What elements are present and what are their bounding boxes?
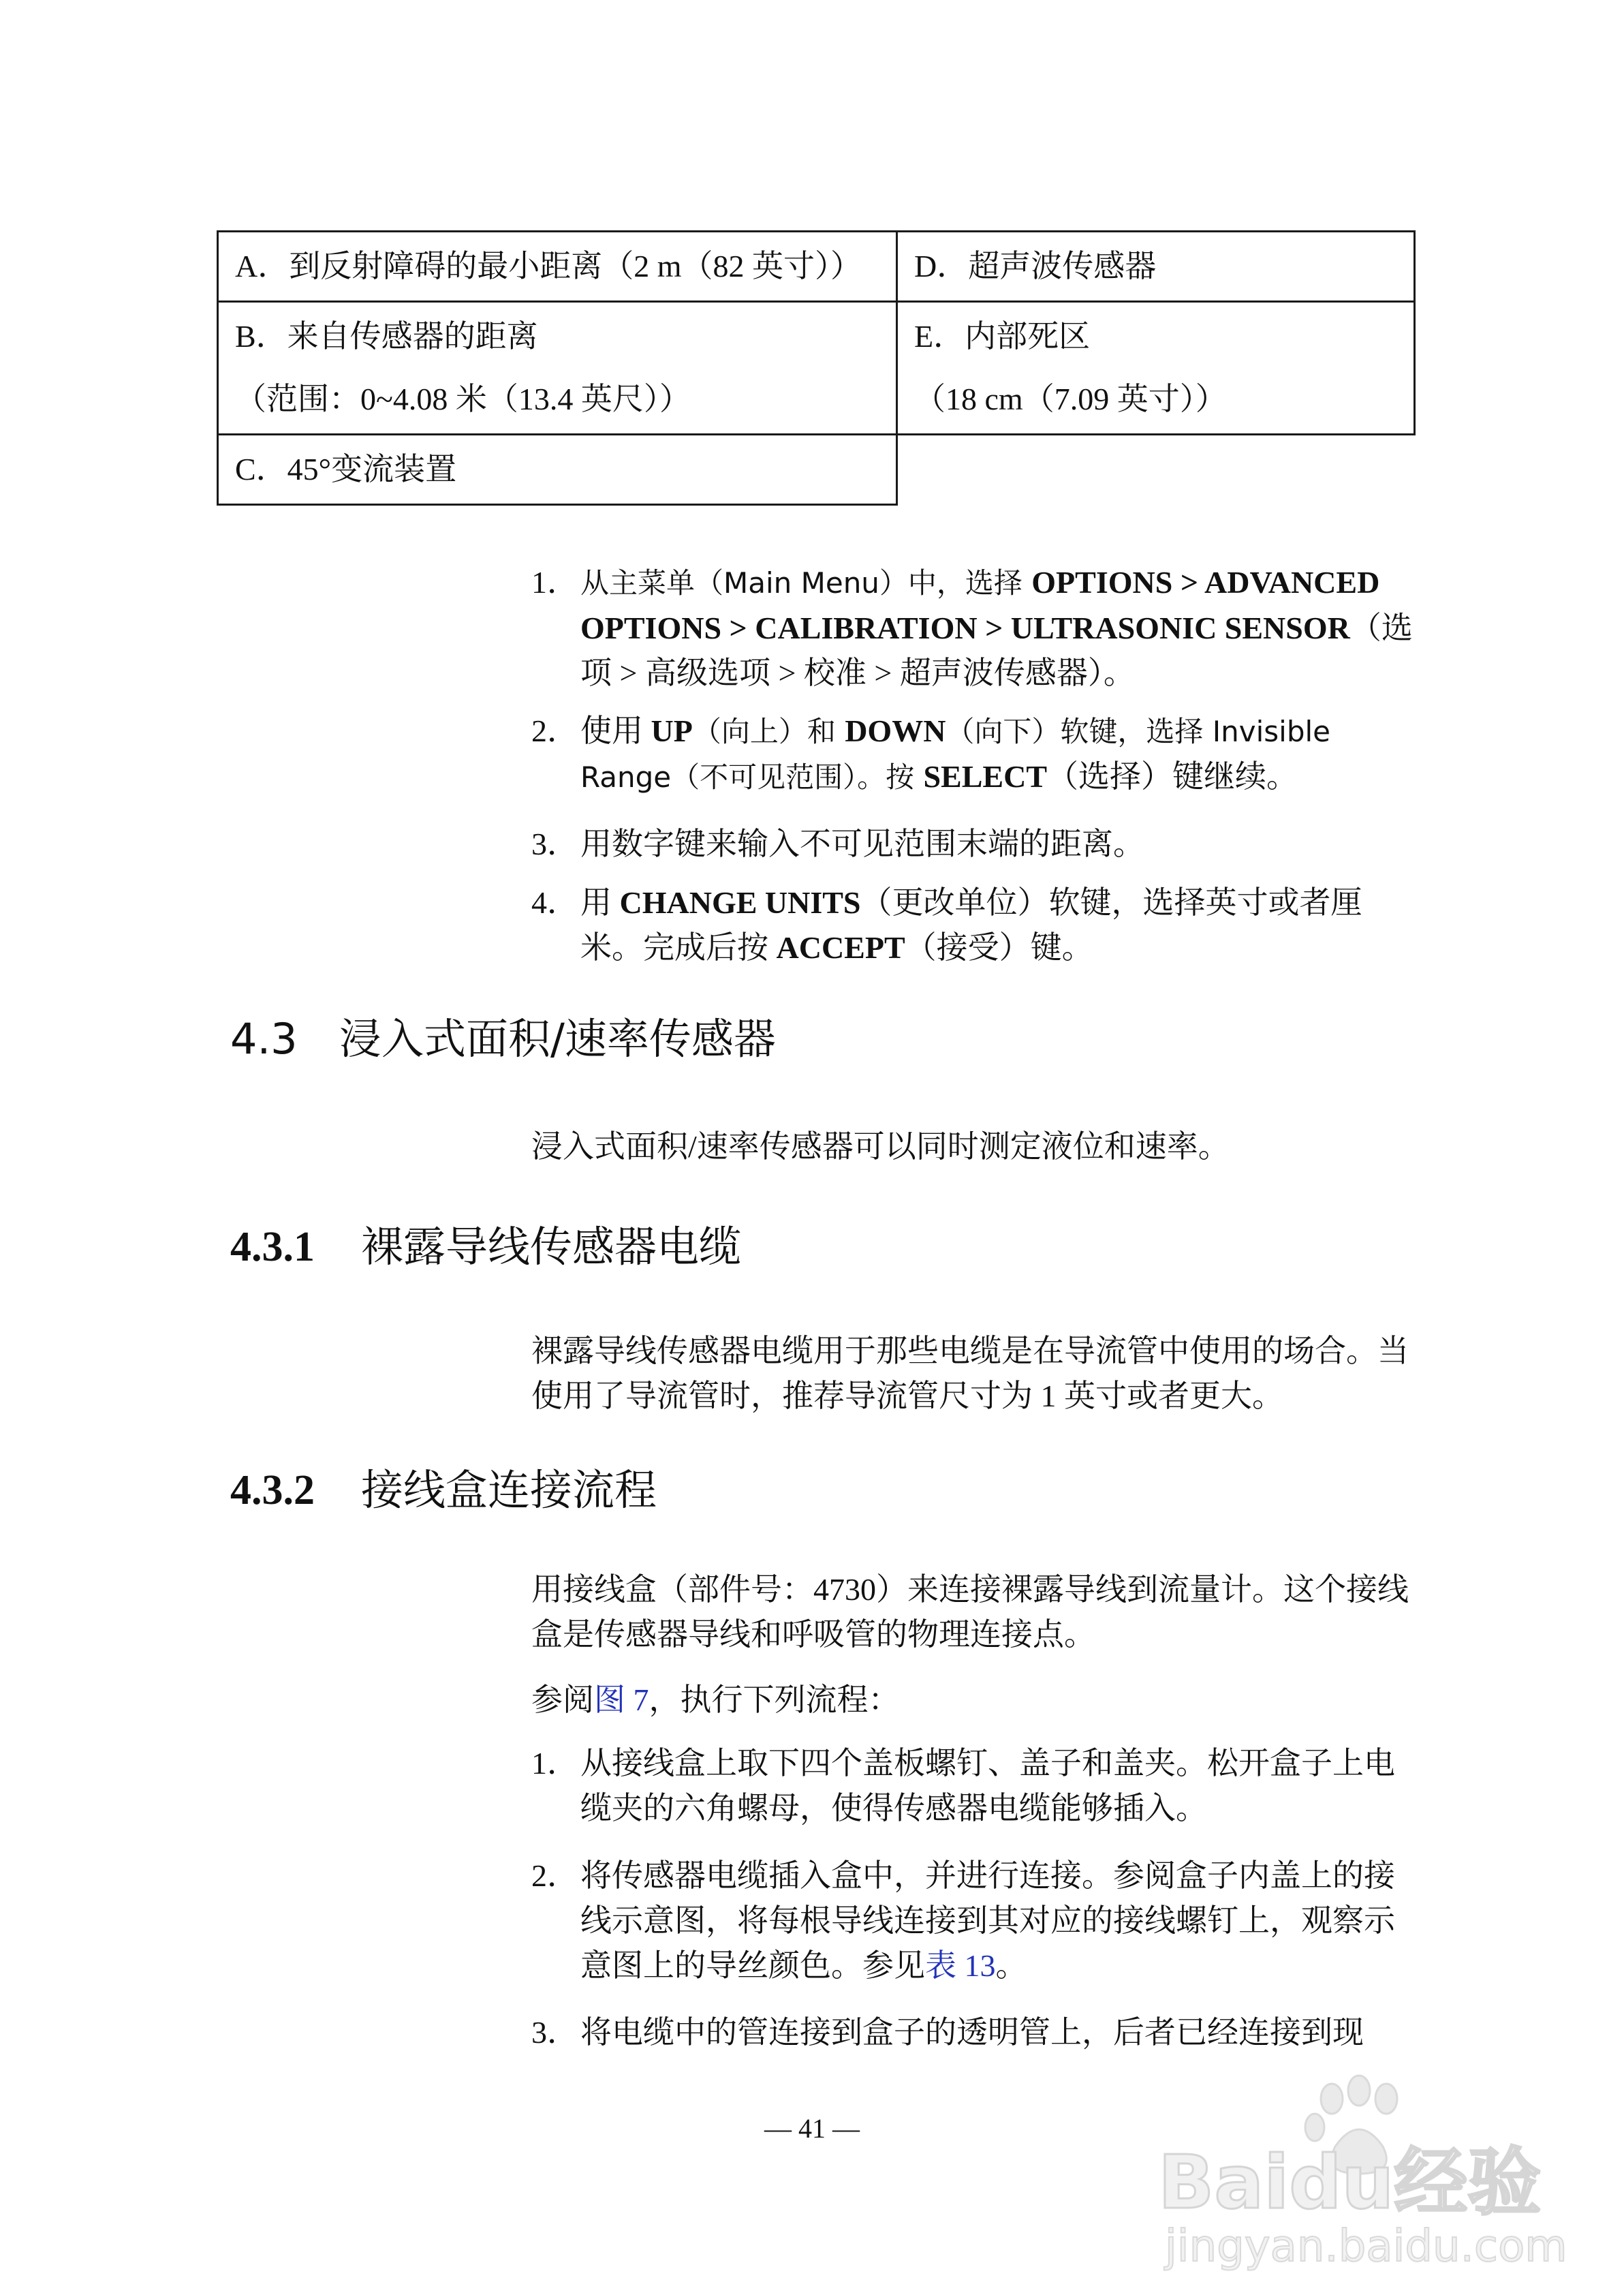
list-item bbox=[531, 560, 1417, 696]
step-text: 将电缆中的管连接到盒子的透明管上，后者已经连接到现 bbox=[580, 2015, 1364, 2050]
step-number: 3． bbox=[531, 2015, 578, 2050]
watermark-url: jingyan.baidu.com bbox=[1165, 2221, 1567, 2272]
step-text: 从主菜单（Main Menu）中，选择 OPTIONS > ADVANCED OPTIONS > CALIBRATION > ULTRASONIC SENSOR（选项 > 高级选项 > 校准 > 超声波传感器）。 bbox=[580, 565, 1413, 690]
section-title: 裸露导线传感器电缆 bbox=[361, 1222, 742, 1272]
section-number: 4.3.2 bbox=[230, 1467, 315, 1513]
legend-d: D．超声波传感器 bbox=[897, 232, 1415, 302]
page-number: — 41 — bbox=[764, 2113, 860, 2144]
figure-7-link[interactable]: 图 7 bbox=[594, 1682, 649, 1717]
section-4-3-body: 浸入式面积/速率传感器可以同时测定液位和速率。 bbox=[531, 1129, 1230, 1164]
step-number: 1． bbox=[531, 565, 578, 600]
legend-table bbox=[217, 230, 1416, 506]
step-text: 从接线盒上取下四个盖板螺钉、盖子和盖夹。松开盒子上电缆夹的六角螺母，使得传感器电缆能够插入。 bbox=[580, 1746, 1395, 1826]
legend-b-line1: B．来自传感器的距离 bbox=[235, 319, 538, 354]
legend-e-line2: （18 cm（7.09 英寸）） bbox=[914, 382, 1227, 416]
legend-e bbox=[897, 302, 1415, 435]
step-text: 使用 UP（向上）和 DOWN（向下）软键，选择 Invisible Range（不可见范围）。按 SELECT（选择）键继续。 bbox=[580, 713, 1331, 794]
watermark-logo: Baidu经验 bbox=[1158, 2140, 1542, 2225]
legend-empty-cell bbox=[897, 435, 1415, 505]
step-number: 3． bbox=[531, 827, 578, 861]
list-item bbox=[531, 1741, 1417, 1836]
list-item bbox=[531, 709, 1417, 804]
legend-b bbox=[218, 302, 897, 435]
legend-a: A．到反射障碍的最小距离（2 m（82 英寸）） bbox=[218, 232, 897, 302]
section-4-3-1-body: 裸露导线传感器电缆用于那些电缆是在导流管中使用的场合。当使用了导流管时，推荐导流管尺寸为 1 英寸或者更大。 bbox=[531, 1334, 1409, 1413]
section-number: 4.3 bbox=[230, 1014, 298, 1064]
list-item bbox=[531, 822, 1417, 869]
legend-c: C．45°变流装置 bbox=[218, 435, 897, 505]
section-heading-4-3-1 bbox=[230, 1220, 742, 1274]
section-title: 接线盒连接流程 bbox=[361, 1465, 657, 1515]
section-heading-4-3 bbox=[230, 1012, 776, 1066]
section-4-3-2-reference: 参阅图 7，执行下列流程： bbox=[531, 1682, 900, 1717]
step-number: 2． bbox=[531, 1858, 578, 1893]
step-number: 4． bbox=[531, 885, 578, 920]
table-13-link[interactable]: 表 13 bbox=[925, 1948, 996, 1983]
section-heading-4-3-2 bbox=[230, 1463, 657, 1518]
baidu-watermark bbox=[1151, 2071, 1587, 2276]
legend-b-line2: （范围：0~4.08 米（13.4 英尺）） bbox=[235, 382, 691, 416]
step-text: 用数字键来输入不可见范围末端的距离。 bbox=[580, 827, 1144, 861]
step-text: 用 CHANGE UNITS（更改单位）软键，选择英寸或者厘米。完成后按 ACCEPT（接受）键。 bbox=[580, 885, 1362, 965]
list-item bbox=[531, 1853, 1417, 1997]
list-item bbox=[531, 2010, 1417, 2058]
section-number: 4.3.1 bbox=[230, 1224, 315, 1270]
section-title: 浸入式面积/速率传感器 bbox=[339, 1014, 776, 1064]
list-item bbox=[531, 880, 1417, 976]
step-number: 2． bbox=[531, 713, 578, 748]
step-text: 将传感器电缆插入盒中，并进行连接。参阅盒子内盖上的接线示意图，将每根导线连接到其对应的接线螺钉上，观察示意图上的导丝颜色。参见表 13。 bbox=[580, 1858, 1395, 1983]
legend-e-line1: E．内部死区 bbox=[914, 319, 1091, 354]
section-4-3-2-body: 用接线盒（部件号：4730）来连接裸露导线到流量计。这个接线盒是传感器导线和呼吸管的物理连接点。 bbox=[531, 1572, 1409, 1652]
step-number: 1． bbox=[531, 1746, 578, 1781]
